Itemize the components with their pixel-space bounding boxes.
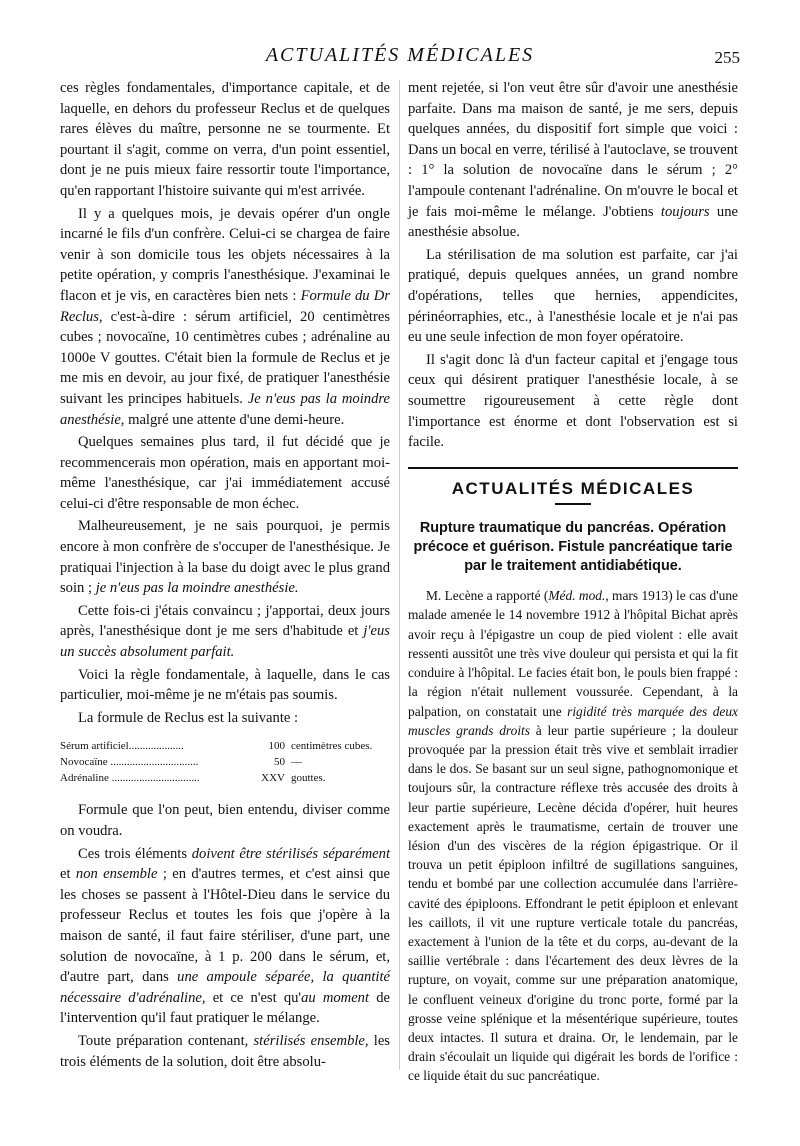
section-rule [408, 467, 738, 469]
running-title: ACTUALITÉS MÉDICALES [265, 44, 535, 66]
paragraph: Cette fois-ci j'étais convaincu ; j'apportai, deux jours après, l'anesthésique dont je me sers d'habitude et j'eus un succès absolument parfait. [60, 602, 390, 661]
paragraph: Quelques semaines plus tard, il fut décidé que je recommencerais mon opération, mais en apportant moi-même l'anesthésique, car j'ai immédiatement accusé celui-ci d'être responsable de mon échec. [60, 434, 390, 512]
formula-row: Adrénaline ................................ XXV gouttes. [60, 772, 326, 785]
formula-row: Sérum artificiel.................... 100 centimètres cubes. [60, 740, 373, 753]
paragraph: La stérilisation de ma solution est parfaite, car j'ai pratiqué, depuis quelques années, un grand nombre d'opérations, telles que hernies, appendicites, périnéorraphies, etc., à l'anesthésie locale et je n'ai pas eu une seule infection de mon foyer opératoire. [408, 246, 738, 346]
right-column [408, 78, 738, 1086]
paragraph: Il s'agit donc là d'un facteur capital et j'engage tous ceux qui désirent pratiquer l'anesthésie locale, à se soumettre rigoureusement à cette règle dont l'importance est énorme et dont l'observation est si facile. [408, 351, 738, 451]
article-body: M. Lecène a rapporté (Méd. mod., mars 1913) le cas d'une malade amenée le 14 novembre 1912 à l'hôpital Bichat après avoir reçu à l'épigastre un coup de pied violent : elle avait ressenti aussitôt une très vive douleur qui persista et qui la fit conduire à l'hôpital. Le facies était bon, le pouls bien frappé : la région n'était nullement voussurée. Cependant, à la palpation, on constatait une rigidité très marquée des deux muscles grands droits à leur partie supérieure ; la douleur provoquée par la pression était très vive et semblait irradier dans le dos. Se basant sur un seul signe, pathognomonique et toujours sûr, la contracture réflexe très accusée des droits à leur partie supérieure, Lecène décida d'opérer, huit heures exactement après le traumatisme, certain de trouver une lésion d'un des viscères de la région épigastrique. Or il trouva un petit épiploon infiltré de sugillations sanguines, tendu et bombé par une collection accumulée dans l'arrière-cavité des épiploons. Effondrant le petit épiploon et enlevant les caillots, il vit une rupture verticale totale du pancréas, exactement à l'union de la tête et du corps, au-devant de la saillie vertébrale : dans l'écartement des deux lèvres de la rupture, on voyait, comme sur une préparation anatomique, le confluent veineux d'origine du tronc porte, formé par la grosse veine splénique et la mésentérique supérieure, toutes deux intactes. Il sutura et draina. Or, le lendemain, par le drain s'écoulait un liquide qui digérait les bords de l'orifice : ce liquide était du suc pancréatique. [408, 588, 738, 1084]
left-column [60, 78, 390, 1072]
paragraph: Voici la règle fondamentale, à laquelle, dans le cas particulier, moi-même je ne m'étais pas soumis. [60, 666, 390, 704]
page-number: 255 [714, 48, 740, 67]
section-title: ACTUALITÉS MÉDICALES [451, 478, 695, 498]
paragraph: Toute préparation contenant, stérilisés ensemble, les trois éléments de la solution, doit être absolu- [60, 1032, 390, 1070]
paragraph: Formule que l'on peut, bien entendu, diviser comme on voudra. [60, 802, 390, 839]
title-underline [555, 503, 591, 505]
paragraph: La formule de Reclus est la suivante : [78, 709, 299, 726]
page-header [60, 44, 740, 74]
paragraph: ces règles fondamentales, d'importance capitale, et de laquelle, en dehors du professeur Reclus et de quelques rares élèves du maître, personne ne se tourmente. Et pourtant il s'agit, comme on verra, d'un point essentiel, dont je ne puis mieux faire ressortir toute l'importance, qu'en rapportant l'histoire suivante qui m'est arrivée. [60, 80, 390, 199]
paragraph: Ces trois éléments doivent être stérilisés séparément et non ensemble ; en d'autres termes, et c'est ainsi que les choses se passent à l'Hôtel-Dieu dans le service du professeur Reclus et toutes les fois que j'opère à la maison de santé, il faut faire stériliser, d'une part, une solution de novocaïne, à 1 p. 200 dans le sérum, et, d'autre part, dans une ampoule séparée, la quantité nécessaire d'adrénaline, et ce n'est qu'au moment de l'intervention qu'il faut pratiquer le mélange. [60, 845, 391, 1027]
formula-row: Novocaïne ................................ 50 — [60, 756, 302, 769]
article-title: Rupture traumatique du pancréas. Opération précoce et guérison. Fistule pancréatique tarie par le traitement antidiabétique. [413, 520, 733, 575]
column-divider [399, 80, 400, 1070]
formula-table [60, 738, 390, 786]
paragraph: ment rejetée, si l'on veut être sûr d'avoir une anesthésie parfaite. Dans ma maison de santé, je me sers, depuis quelques années, du dispositif fort simple que voici : Dans un bocal en verre, térilisé à l'autoclave, se trouvent : 1° la solution de novocaïne dans le sérum ; 2° l'ampoule contenant l'adrénaline. On m'ouvre le bocal et je fais moi-même le mélange. J'obtiens toujours une anesthésie absolue. [408, 80, 738, 241]
paragraph: Il y a quelques mois, je devais opérer d'un ongle incarné le fils d'un confrère. Celui-ci se chargea de faire venir à son domicile tous les objets nécessaires à la petite opération, y compris l'anesthésique. J'examinai le flacon et je vis, en caractères bien nets : Formule du Dr Reclus, c'est-à-dire : sérum artificiel, 20 centimètres cubes ; novocaïne, 10 centimètres cubes ; adrénaline au 1000e V gouttes. C'était bien la formule de Reclus et je me mis en devoir, au jour fixé, de pratiquer l'anesthésie suivant les principes habituels. Je n'eus pas la moindre anesthésie, malgré une attente d'une demi-heure. [60, 205, 390, 428]
paragraph: Malheureusement, je ne sais pourquoi, je permis encore à mon confrère de s'occuper de l'anesthésique. Je pratiquai l'injection à la base du doigt avec le plus grand soin ; je n'eus pas la moindre anesthésie. [60, 518, 390, 597]
